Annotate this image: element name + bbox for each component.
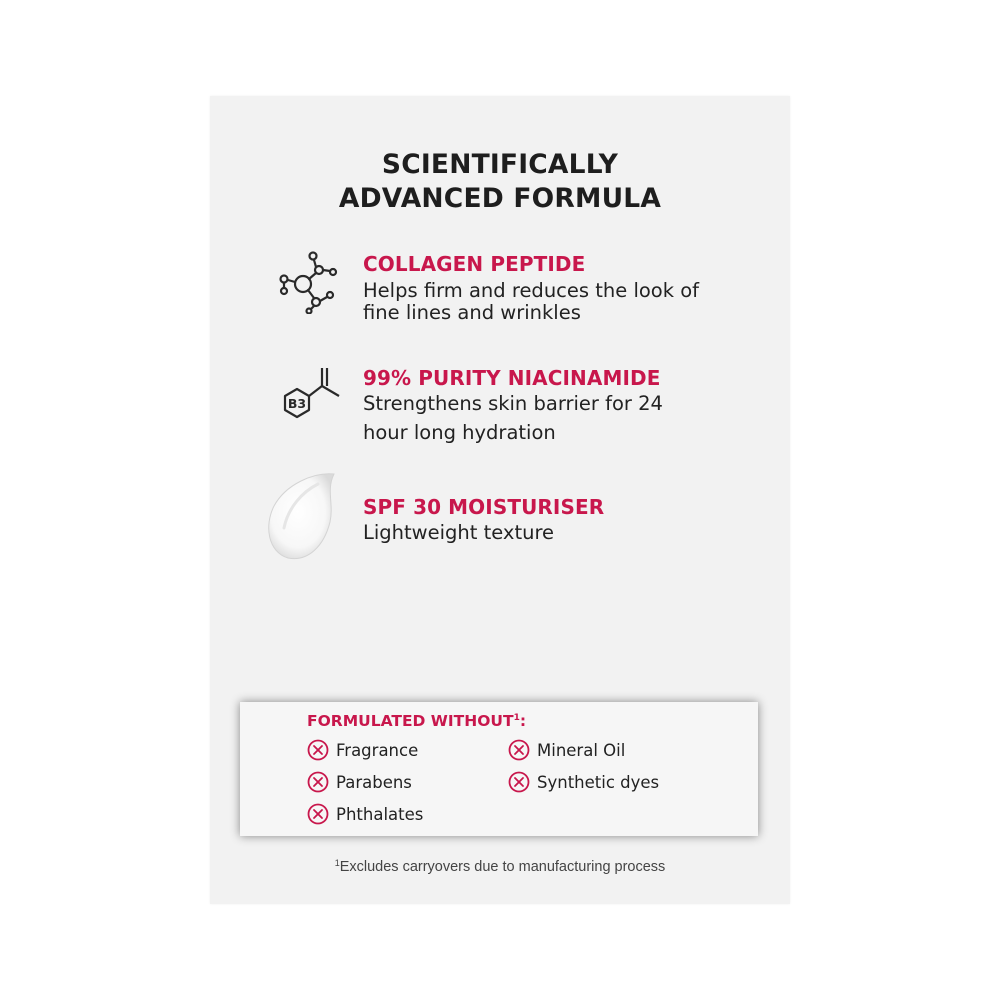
x-circle-icon <box>307 803 329 825</box>
footnote-marker: 1 <box>334 858 340 868</box>
excluded-item-label: Synthetic dyes <box>537 772 660 792</box>
excluded-item-mineral-oil <box>508 739 625 761</box>
headline-line1: SCIENTIFICALLY <box>381 149 619 180</box>
feature-title-niacinamide: 99% PURITY NIACINAMIDE <box>363 366 661 390</box>
formulated-without-title: FORMULATED WITHOUT$^1$: <box>307 712 527 730</box>
x-circle-icon <box>508 739 530 761</box>
b3-molecule-icon <box>278 362 344 428</box>
footnote-text: Excludes carryovers due to manufacturing process <box>339 859 666 875</box>
feature-desc-collagen-line2: fine lines and wrinkles <box>363 301 581 324</box>
feature-title-spf: SPF 30 MOISTURISER <box>363 495 605 519</box>
feature-desc-niacinamide-line1: Strengthens skin barrier for 24 <box>363 392 663 415</box>
excluded-item-label: Parabens <box>336 772 412 792</box>
molecule-icon <box>274 248 340 314</box>
excluded-item-label: Mineral Oil <box>537 740 626 760</box>
cream-swatch-icon <box>262 470 340 562</box>
excluded-item-fragrance <box>307 739 418 761</box>
excluded-item-label: Phthalates <box>336 804 424 824</box>
b3-label: B3 <box>287 396 307 411</box>
feature-desc-spf: Lightweight texture <box>363 521 555 544</box>
feature-desc-collagen-line1: Helps firm and reduces the look of <box>363 279 700 302</box>
footnote <box>210 858 790 875</box>
excluded-item-synthetic-dyes <box>508 771 659 793</box>
excluded-item-label: Fragrance <box>336 740 419 760</box>
x-circle-icon <box>508 771 530 793</box>
excluded-item-parabens <box>307 771 412 793</box>
title-footnote-marker: 1 <box>513 713 520 723</box>
feature-title-collagen: COLLAGEN PEPTIDE <box>363 252 586 276</box>
excluded-item-phthalates <box>307 803 423 825</box>
x-circle-icon <box>307 739 329 761</box>
x-circle-icon <box>307 771 329 793</box>
headline <box>210 148 790 216</box>
feature-desc-niacinamide-line2: hour long hydration <box>363 421 556 444</box>
headline-line2: ADVANCED FORMULA <box>338 183 662 214</box>
